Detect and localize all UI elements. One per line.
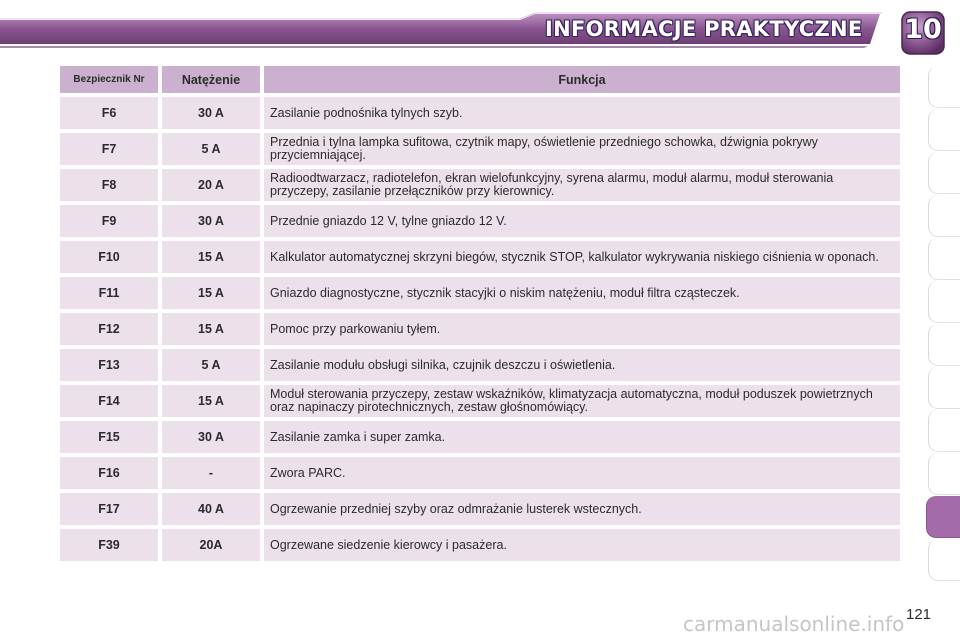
- fuse-amperage: 15 A: [162, 241, 260, 273]
- watermark: carmanualsonline.info: [683, 612, 905, 636]
- table-row: [60, 277, 900, 309]
- fuse-id: F10: [60, 241, 158, 273]
- fuse-id: F16: [60, 457, 158, 489]
- fuse-amperage: 30 A: [162, 421, 260, 453]
- chapter-tab[interactable]: [928, 109, 960, 151]
- table-row: [60, 421, 900, 453]
- fuse-id: F8: [60, 169, 158, 201]
- fuse-amperage: 5 A: [162, 133, 260, 165]
- fuse-id: F14: [60, 385, 158, 417]
- table-row: [60, 493, 900, 525]
- fuse-id: F9: [60, 205, 158, 237]
- fuse-table: [56, 62, 904, 565]
- chapter-tab[interactable]: [928, 324, 960, 366]
- fuse-amperage: 5 A: [162, 349, 260, 381]
- chapter-tab[interactable]: [928, 152, 960, 194]
- fuse-id: F15: [60, 421, 158, 453]
- fuse-amperage: -: [162, 457, 260, 489]
- fuse-id: F12: [60, 313, 158, 345]
- page-header-banner: [0, 0, 960, 52]
- chapter-tab-active[interactable]: [926, 496, 960, 538]
- table-row: [60, 205, 900, 237]
- fuse-function: Moduł sterowania przyczepy, zestaw wskaźników, klimatyzacja automatyczna, moduł poduszek powietrznych oraz napinaczy pirotechnicznych, zestaw głośnomówiący.: [264, 385, 900, 417]
- fuse-function: Zasilanie modułu obsługi silnika, czujnik deszczu i oświetlenia.: [264, 349, 900, 381]
- table-row: [60, 241, 900, 273]
- chapter-tab[interactable]: [928, 195, 960, 237]
- fuse-function: Przednie gniazdo 12 V, tylne gniazdo 12 V.: [264, 205, 900, 237]
- fuse-id: F11: [60, 277, 158, 309]
- fuse-function: Radioodtwarzacz, radiotelefon, ekran wielofunkcyjny, syrena alarmu, moduł alarmu, moduł sterowania przyczepy, zasilanie przełączników przy kierownicy.: [264, 169, 900, 201]
- table-row: [60, 385, 900, 417]
- fuse-function: Ogrzewanie przedniej szyby oraz odmrażanie lusterek wstecznych.: [264, 493, 900, 525]
- fuse-id: F17: [60, 493, 158, 525]
- fuse-amperage: 15 A: [162, 385, 260, 417]
- fuse-amperage: 15 A: [162, 277, 260, 309]
- chapter-number: 10: [904, 14, 942, 45]
- chapter-tab[interactable]: [928, 453, 960, 495]
- fuse-amperage: 40 A: [162, 493, 260, 525]
- page-number: 121: [906, 606, 932, 623]
- fuse-amperage: 15 A: [162, 313, 260, 345]
- fuse-function: Zwora PARC.: [264, 457, 900, 489]
- fuse-id: F6: [60, 97, 158, 129]
- chapter-tab[interactable]: [928, 367, 960, 409]
- fuse-function: Zasilanie zamka i super zamka.: [264, 421, 900, 453]
- fuse-amperage: 30 A: [162, 205, 260, 237]
- header-function: Funkcja: [264, 66, 900, 93]
- table-row: [60, 313, 900, 345]
- fuse-function: Kalkulator automatycznej skrzyni biegów, stycznik STOP, kalkulator wykrywania niskiego ciśnienia w oponach.: [264, 241, 900, 273]
- chapter-tab[interactable]: [928, 66, 960, 108]
- section-title: INFORMACJE PRAKTYCZNE: [545, 17, 863, 41]
- chapter-tab-strip: [928, 66, 960, 576]
- fuse-function: Przednia i tylna lampka sufitowa, czytnik mapy, oświetlenie przedniego schowka, dźwignia pokrywy przyciemniającej.: [264, 133, 900, 165]
- table-row: [60, 529, 900, 561]
- table-row: [60, 97, 900, 129]
- fuse-id: F13: [60, 349, 158, 381]
- fuse-id: F39: [60, 529, 158, 561]
- chapter-badge: [900, 10, 946, 56]
- fuse-amperage: 20A: [162, 529, 260, 561]
- fuse-id: F7: [60, 133, 158, 165]
- fuse-amperage: 20 A: [162, 169, 260, 201]
- fuse-function: Zasilanie podnośnika tylnych szyb.: [264, 97, 900, 129]
- chapter-tab[interactable]: [928, 238, 960, 280]
- chapter-tab[interactable]: [928, 539, 960, 581]
- fuse-function: Gniazdo diagnostyczne, stycznik stacyjki o niskim natężeniu, moduł filtra cząsteczek.: [264, 277, 900, 309]
- header-amperage: Natężenie: [162, 66, 260, 93]
- fuse-function: Ogrzewane siedzenie kierowcy i pasażera.: [264, 529, 900, 561]
- chapter-tab[interactable]: [928, 410, 960, 452]
- table-header-row: [60, 66, 900, 93]
- fuse-amperage: 30 A: [162, 97, 260, 129]
- header-fuse-number: Bezpiecznik Nr: [60, 66, 158, 93]
- table-row: [60, 133, 900, 165]
- table-row: [60, 457, 900, 489]
- fuse-function: Pomoc przy parkowaniu tyłem.: [264, 313, 900, 345]
- table-row: [60, 169, 900, 201]
- chapter-tab[interactable]: [928, 281, 960, 323]
- table-row: [60, 349, 900, 381]
